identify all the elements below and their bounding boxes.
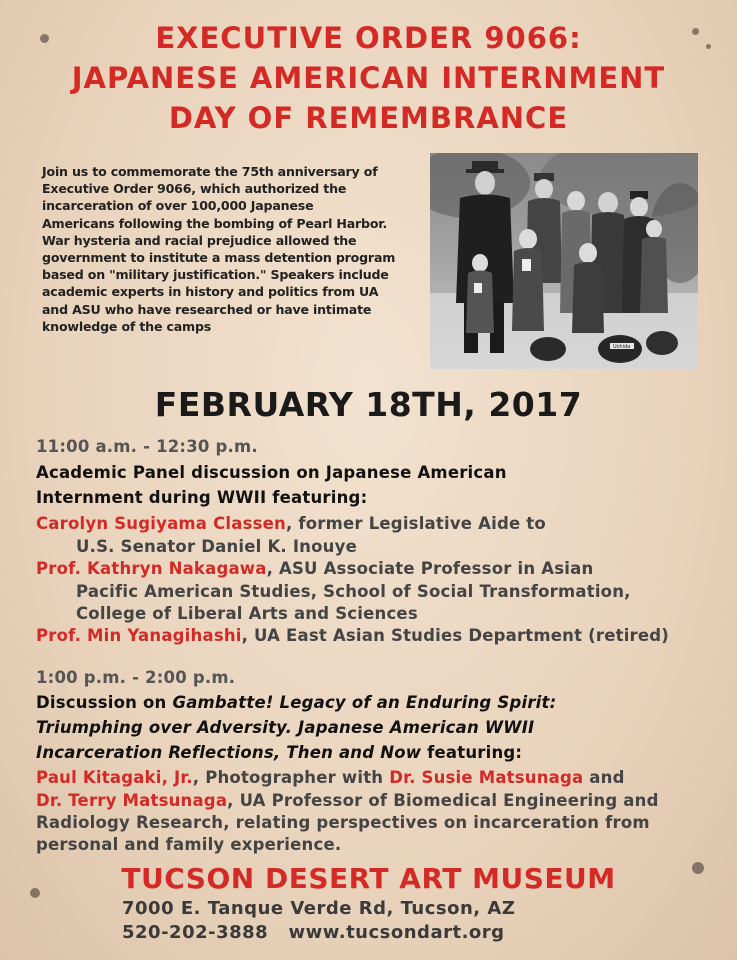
intro-line: knowledge of the camps [42, 318, 212, 334]
intro-line: Join us to commemorate the 75th anniversary of [42, 164, 378, 179]
session2-heading-title: Gambatte! Legacy of an Enduring Spirit: [172, 693, 557, 712]
speaker2-line [36, 558, 593, 579]
session1-heading-line2: Internment during WWII featuring: [36, 488, 368, 507]
session2-time: 1:00 p.m. - 2:00 p.m. [36, 668, 236, 687]
session2-heading-suffix: featuring: [421, 743, 523, 762]
venue-name: TUCSON DESERT ART MUSEUM [121, 862, 616, 895]
session2-heading-prefix: Discussion on [36, 693, 173, 712]
title-line-2: JAPANESE AMERICAN INTERNMENT [71, 61, 666, 95]
venue-address: 7000 E. Tanque Verde Rd, Tucson, AZ [122, 898, 516, 919]
intro-paragraph [42, 163, 427, 335]
session2-heading-line1 [36, 692, 556, 713]
session2-desc-line2: Radiology Research, relating perspectives on incarceration from [36, 813, 650, 832]
session2-heading-line3 [36, 742, 522, 763]
speaker3-desc: , UA East Asian Studies Department (retired) [241, 626, 670, 645]
venue-contact [122, 922, 505, 943]
speaker2-desc: , ASU Associate Professor in Asian [266, 559, 594, 578]
speaker-kitagaki-desc: , Photographer with [192, 768, 390, 787]
intro-line: academic experts in history and politics from UA [42, 284, 379, 300]
session2-heading-line2: Triumphing over Adversity. Japanese American WWII [36, 718, 535, 737]
session2-desc-line3: personal and family experience. [36, 835, 342, 854]
speaker2-desc-line3: College of Liberal Arts and Sciences [76, 604, 418, 623]
intro-line: Americans following the bombing of Pearl Harbor. [42, 215, 388, 231]
session1-time: 11:00 a.m. - 12:30 p.m. [36, 437, 258, 456]
title-line-3: DAY OF REMEMBRANCE [168, 101, 569, 135]
session2-heading-title-end: Incarceration Reflections, Then and Now [36, 743, 422, 762]
venue-website[interactable]: www.tucsondart.org [288, 922, 505, 943]
speaker1-desc: , former Legislative Aide to [285, 514, 546, 533]
family-photo-illustration [430, 153, 698, 369]
speaker-terry-desc: , UA Professor of Biomedical Engineering and [227, 791, 659, 810]
intro-line: War hysteria and racial prejudice allowed the [42, 232, 357, 248]
speaker1-desc-line2: U.S. Senator Daniel K. Inouye [76, 537, 357, 556]
venue-phone: 520-202-3888 [122, 922, 269, 943]
speaker2-name: Prof. Kathryn Nakagawa [36, 559, 267, 578]
speaker1-line [36, 513, 546, 534]
bag-tag-text: Uchida [613, 344, 631, 350]
intro-line: Executive Order 9066, which authorized the [42, 181, 347, 197]
event-date: FEBRUARY 18TH, 2017 [154, 385, 583, 424]
speaker1-name: Carolyn Sugiyama Classen [36, 514, 286, 533]
intro-line: government to institute a mass detention program [42, 250, 396, 266]
speaker-susie-desc: and [583, 768, 625, 787]
speaker3-line [36, 625, 669, 646]
speaker-terry-matsunaga: Dr. Terry Matsunaga [36, 791, 228, 810]
session2-speakers-line1 [36, 767, 625, 788]
session1-heading-line1: Academic Panel discussion on Japanese American [36, 463, 507, 482]
session2-speakers-line2 [36, 790, 659, 811]
intro-line: based on "military justification." Speakers include [42, 267, 389, 283]
intro-line: incarceration of over 100,000 Japanese [42, 198, 314, 214]
title-line-1: EXECUTIVE ORDER 9066: [155, 21, 582, 55]
speaker-susie-matsunaga: Dr. Susie Matsunaga [389, 768, 584, 787]
family-photo [430, 153, 698, 369]
speaker-kitagaki: Paul Kitagaki, Jr. [36, 768, 193, 787]
intro-line: and ASU who have researched or have intimate [42, 301, 372, 317]
speaker2-desc-line2: Pacific American Studies, School of Social Transformation, [76, 582, 631, 601]
speaker3-name: Prof. Min Yanagihashi [36, 626, 242, 645]
